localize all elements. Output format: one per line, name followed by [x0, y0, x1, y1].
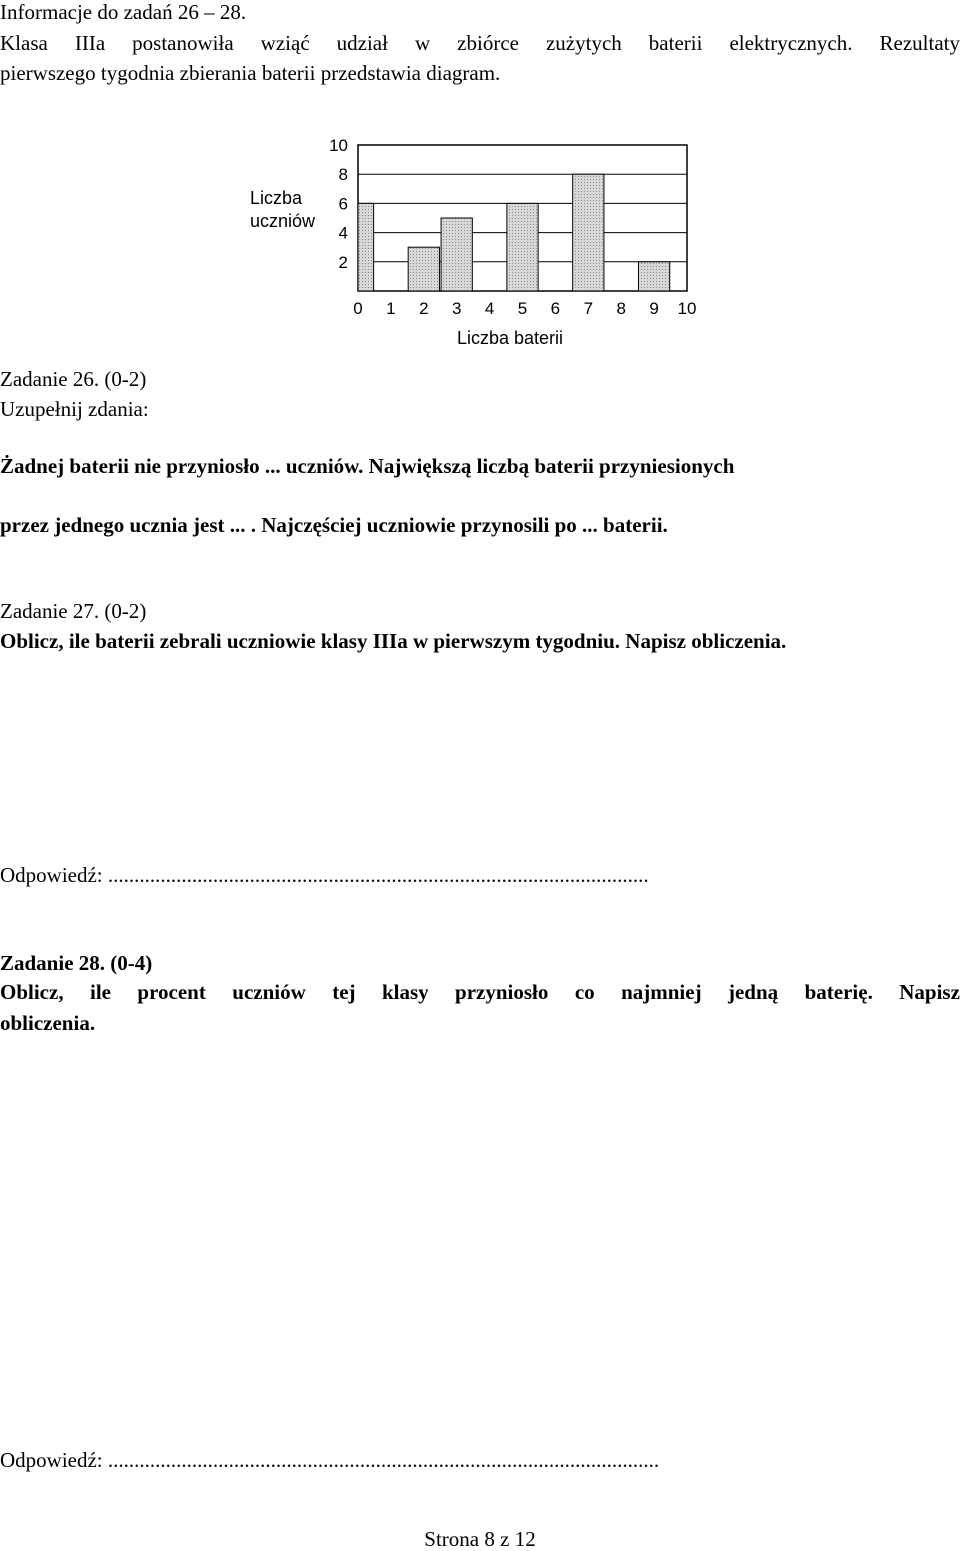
intro-line-1-word: wziąć	[260, 31, 310, 55]
task-28-text-line-2: obliczenia.	[0, 1011, 96, 1035]
intro-line-1-word: elektrycznych.	[729, 31, 853, 55]
x-tick-label: 3	[451, 299, 462, 318]
task-28-line-1-word: uczniów	[232, 980, 306, 1004]
task-28-line-1-word: procent	[137, 980, 206, 1004]
task-28-line-1-word: ile	[90, 980, 111, 1004]
intro-line-1-word: udział	[336, 31, 388, 55]
task-26-sentence-2: przez jednego ucznia jest ... . Najczęściej uczniowie przynosili po ... baterii.	[0, 513, 668, 537]
intro-line-1-word: zbiórce	[457, 31, 519, 55]
task-28-line-1-word: co	[574, 980, 595, 1004]
intro-line-1-word: baterii	[648, 31, 703, 55]
y-tick-label: 10	[329, 136, 348, 155]
x-tick-label: 9	[649, 299, 659, 318]
intro-line-1-word: IIIa	[74, 31, 106, 55]
x-tick-label: 0	[353, 299, 363, 318]
intro-line-1-word: postanowiła	[132, 31, 234, 55]
intro-line-1-word: Klasa	[0, 31, 48, 55]
x-tick-label: 1	[386, 299, 396, 318]
task-28-line-1-word: jedną	[727, 980, 779, 1004]
intro-line-2: pierwszego tygodnia zbierania baterii przedstawia diagram.	[0, 61, 501, 85]
bar	[573, 174, 604, 291]
x-tick-label: 7	[583, 299, 594, 318]
y-tick-label: 8	[338, 165, 348, 185]
x-tick-label: 10	[677, 299, 697, 318]
task-28-line-1-word: najmniej	[621, 980, 702, 1004]
task-28-line-1-word: baterię.	[804, 980, 873, 1004]
bar	[441, 218, 472, 291]
task-28-line-1-word: klasy	[381, 980, 429, 1004]
x-tick-label: 2	[419, 299, 429, 318]
task-27-text: Oblicz, ile baterii zebrali uczniowie klasy IIIa w pierwszym tygodniu. Napisz obliczenia.	[0, 629, 787, 653]
bar	[408, 247, 439, 291]
task-27-title: Zadanie 27. (0-2)	[0, 599, 147, 623]
bar	[358, 203, 374, 291]
task-28-line-1-word: Napisz	[899, 980, 960, 1004]
x-tick-label: 8	[616, 299, 626, 318]
task-26-instruction: Uzupełnij zdania:	[0, 397, 149, 421]
task-28-text-line-1	[0, 982, 960, 1003]
task-27-answer-line: Odpowiedź: .......................................................................................................	[0, 863, 649, 887]
task-28-answer-line: Odpowiedź: .........................................................................................................	[0, 1448, 660, 1472]
task-28-line-1-word: przyniosło	[455, 980, 549, 1004]
task-28-line-1-word: tej	[332, 980, 356, 1004]
y-tick-label: 6	[338, 194, 348, 214]
y-axis-label-line-2: uczniów	[250, 211, 316, 231]
intro-line-1	[0, 33, 960, 54]
y-tick-label: 2	[338, 252, 348, 272]
x-tick-label: 6	[550, 299, 561, 318]
bar-chart	[230, 128, 700, 353]
intro-line-1-word: zużytych	[545, 31, 622, 55]
y-axis-label-line-1: Liczba	[250, 188, 303, 208]
bar	[507, 203, 538, 291]
task-26-sentence-1: Żadnej baterii nie przyniosło ... uczniów. Największą liczbą baterii przyniesionych	[0, 454, 735, 478]
task-28-title: Zadanie 28. (0-4)	[0, 951, 153, 975]
bar	[638, 262, 669, 291]
x-tick-label: 5	[517, 299, 528, 318]
y-tick-label: 4	[338, 223, 348, 243]
intro-line-1-word: w	[414, 31, 431, 55]
intro-heading: Informacje do zadań 26 – 28.	[0, 0, 247, 24]
x-axis-label: Liczba baterii	[456, 328, 564, 348]
intro-line-1-word: Rezultaty	[879, 31, 960, 55]
page-number: Strona 8 z 12	[424, 1527, 536, 1551]
task-26-title: Zadanie 26. (0-2)	[0, 367, 147, 391]
task-28-line-1-word: Oblicz,	[0, 980, 64, 1004]
x-tick-label: 4	[484, 299, 495, 318]
